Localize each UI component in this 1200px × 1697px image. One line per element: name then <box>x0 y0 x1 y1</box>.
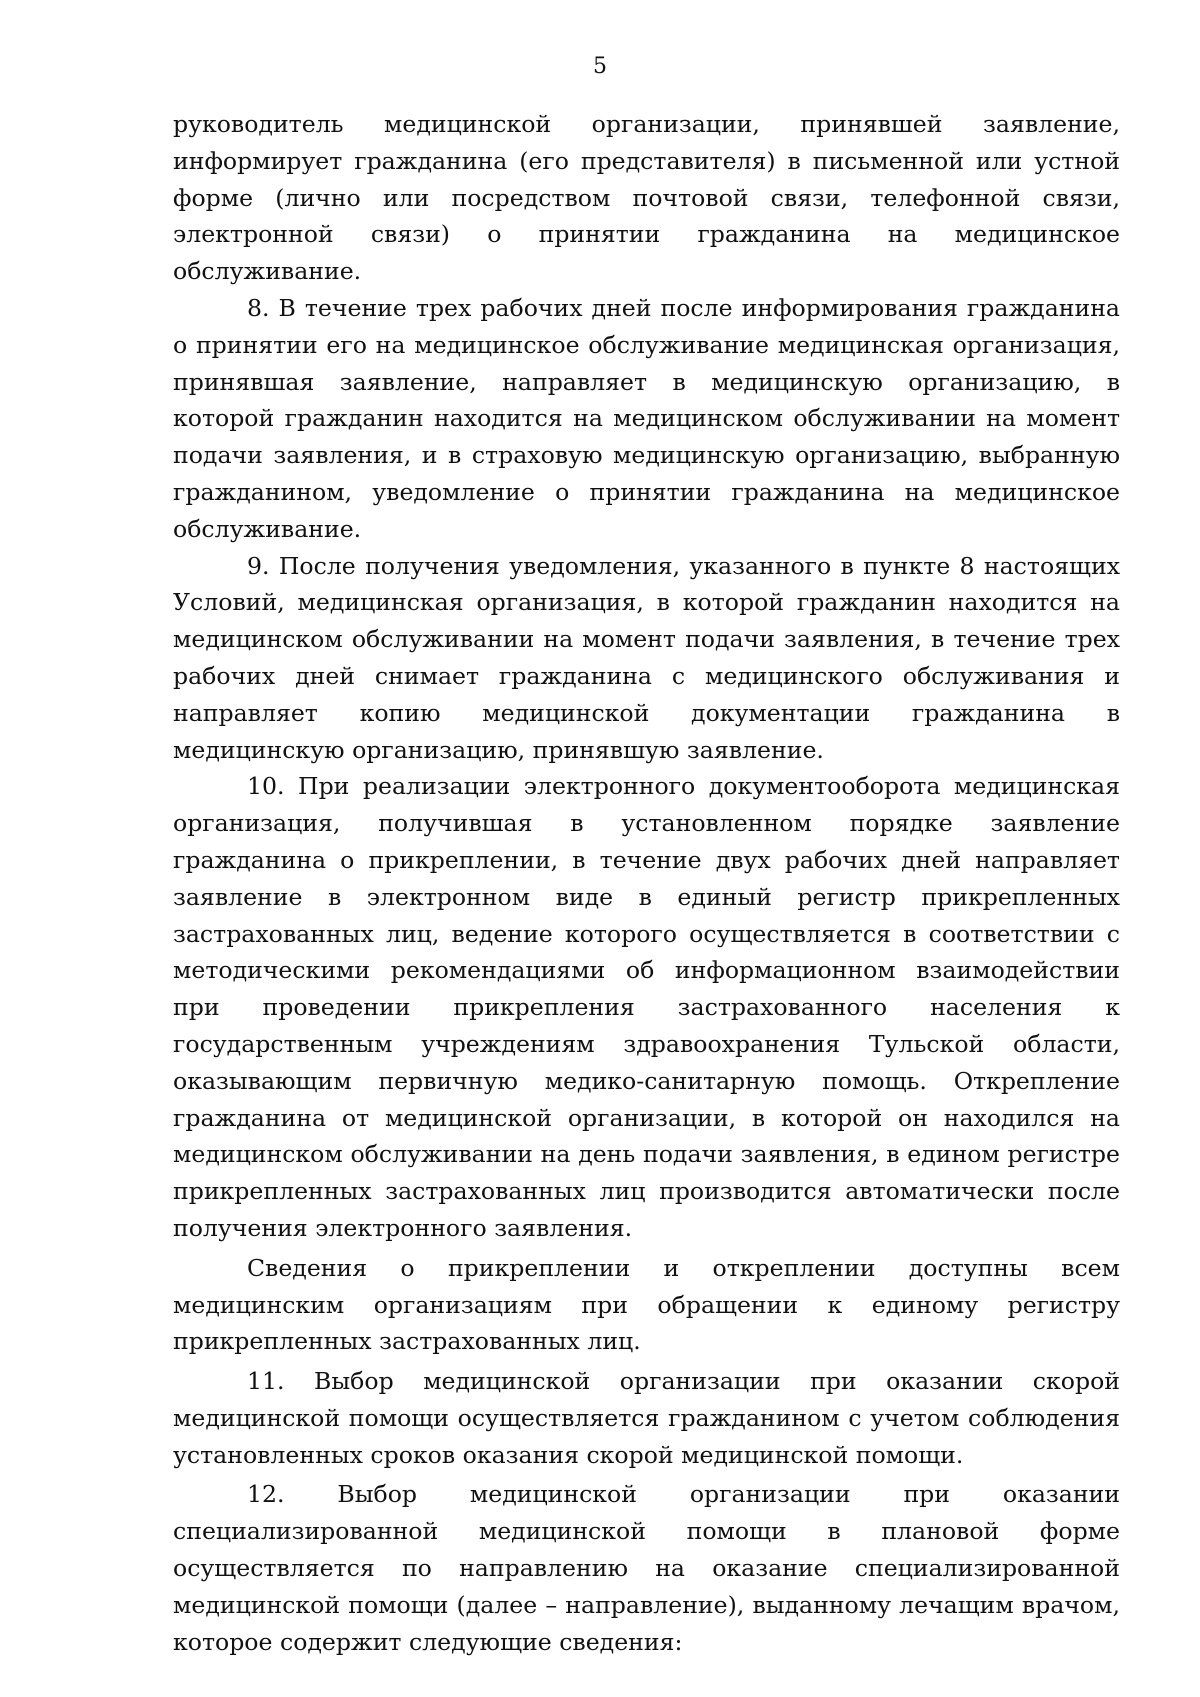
paragraph-item-9: 9. После получения уведомления, указанного в пункте 8 настоящих Условий, медицинская организация, в которой гражданин находится на медицинском обслуживании на момент подачи заявления, в течение трех рабочих дней снимает гражданина с медицинского обслуживания и направляет копию медицинской документации гражданина в медицинскую организацию, принявшую заявление. <box>173 551 1120 764</box>
paragraph-item-11: 11. Выбор медицинской организации при оказании скорой медицинской помощи осуществляется гражданином с учетом соблюдения установленных сроков оказания скорой медицинской помощи. <box>173 1367 1120 1469</box>
paragraph-item-10: 10. При реализации электронного документооборота медицинская организация, получившая в установленном порядке заявление гражданина о прикреплении, в течение двух рабочих дней направляет заявление в электронном виде в единый регистр прикрепленных застрахованных лиц, ведение которого осуществляется в соответствии с методическими рекомендациями об информационном взаимодействии при проведении прикрепления застрахованного населения к государственным учреждениям здравоохранения Тульской области, оказывающим первичную медико-санитарную помощь. Открепление гражданина от медицинской организации, в которой он находился на медицинском обслуживании на день подачи заявления, в едином регистре прикрепленных застрахованных лиц производится автоматически после получения электронного заявления. <box>173 772 1120 1242</box>
paragraph-item-8: 8. В течение трех рабочих дней после информирования гражданина о принятии его на медицинское обслуживание медицинская организация, принявшая заявление, направляет в медицинскую организацию, в которой гражданин находится на медицинском обслуживании на момент подачи заявления, и в страховую медицинскую организацию, выбранную гражданином, уведомление о принятии гражданина на медицинское обслуживание. <box>173 293 1120 543</box>
paragraph-continuation: руководитель медицинской организации, принявшей заявление, информирует гражданина (его представителя) в письменной или устной форме (лично или посредством почтовой связи, телефонной связи, электронной связи) о принятии гражданина на медицинское обслуживание. <box>173 110 1120 286</box>
document-body <box>173 106 1120 1660</box>
paragraph-item-12: 12. Выбор медицинской организации при оказании специализированной медицинской помощи в плановой форме осуществляется по направлению на оказание специализированной медицинской помощи (далее – направление), выданному лечащим врачом, которое содержит следующие сведения: <box>173 1480 1120 1656</box>
paragraph-registry-info: Сведения о прикреплении и откреплении доступны всем медицинским организациям при обращении к единому регистру прикрепленных застрахованных лиц. <box>173 1253 1120 1356</box>
page-number: 5 <box>593 54 607 79</box>
